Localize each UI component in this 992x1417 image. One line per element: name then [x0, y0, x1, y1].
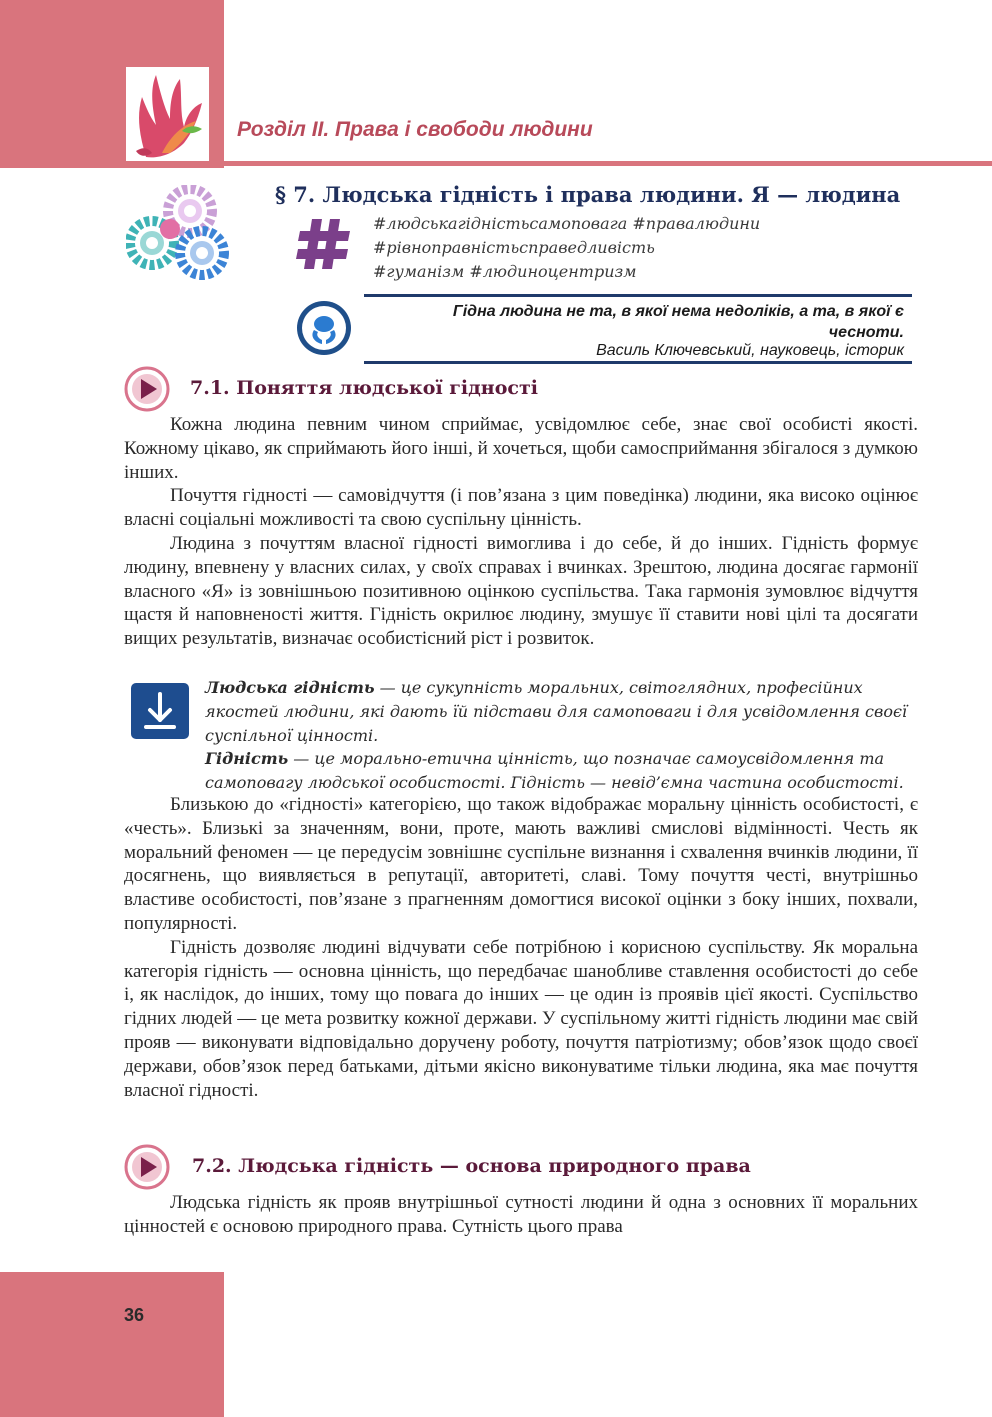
- download-arrow-icon: [130, 682, 190, 740]
- body-paragraph: Близькою до «гідності» категорією, що також відображає моральну цінність особистості, є «честь». Близькі за значенням, вони, проте, мають важливі смислові відмінності. Честь як моральний феномен — це передусім зовнішнє суспільне визнання і схвалення вчинків людини, її досягнень, що виявляється в репутації, авторитеті, славі. Тому почуття честі, внутрішньо властиве особистості, пов’язане з прагненням домогтися високої оцінки з боку інших, похвали, популярності.: [124, 794, 918, 934]
- section-body: [124, 793, 918, 1102]
- definition-term: Людська гідність: [205, 678, 375, 697]
- play-button-icon: [124, 366, 170, 412]
- body-paragraph: Кожна людина певним чином сприймає, усвідомлює себе, знає свої особисті якості. Кожному цікаво, як сприймають його інші, й хочеться, щоби самосприймання збігалося з думкою інших.: [124, 414, 918, 483]
- page-number: 36: [124, 1305, 145, 1325]
- section-title: 7.2. Людська гідність — основа природного права: [192, 1155, 751, 1177]
- body-paragraph: Почуття гідності — самовідчуття (і пов’язана з цим поведінка) людини, яка високо оцінює власні соціальні можливості та свою суспільну цінність.: [124, 485, 918, 531]
- quote-text: Гідна людина не та, в якої нема недоліків, а та, в якої є чесноти.: [452, 303, 904, 341]
- definition-text: — це морально-етична цінність, що позначає самоусвідомлення та самоповагу людської особистості. Гідність — невід’ємна частина особистості.: [205, 749, 904, 793]
- hands-with-bird-logo-icon: [126, 67, 209, 161]
- footer-band: [0, 1272, 224, 1417]
- definition-item: [205, 676, 920, 747]
- quote-author: Василь Ключевський, науковець, історик: [596, 342, 904, 359]
- gears-icon: [126, 185, 230, 285]
- play-button-icon: [124, 1144, 170, 1190]
- body-paragraph: Людина з почуттям власної гідності вимоглива і до себе, й до інших. Гідність формує людину, впевнену у власних силах, у своїх справах і вчинках. Зрештою, людина досягає гармонії власного «Я» із зовнішньою позитивною оцінкою суспільства. Така гармонія зумовлює відчуття щастя й наповненості життя. Гідність окрилює людину, змушує її ставити нові цілі та досягати вищих результатів, визначає особистісний ріст і розвиток.: [124, 532, 918, 650]
- hashtag-line: #гуманізм #людиноцентризм: [373, 262, 637, 281]
- section-body: [124, 1191, 918, 1239]
- hashtag-list: [373, 212, 760, 284]
- section-body: [124, 413, 918, 651]
- definitions: [205, 676, 920, 795]
- header-rule: [224, 161, 992, 166]
- definition-text: — це сукупність моральних, світоглядних, професійних якостей людини, які дають їй підстави для самоповаги і для усвідомлення своєї суспільної цінності.: [205, 678, 908, 745]
- epigraph-quote: [364, 294, 912, 364]
- body-paragraph: Людська гідність як прояв внутрішньої сутності людини й одна з основних її моральних цінностей є основою природного права. Сутність цього права: [124, 1192, 918, 1237]
- brain-in-hands-icon: [296, 300, 352, 356]
- hashtag-icon: [296, 217, 352, 271]
- chapter-title: Розділ ІІ. Права і свободи людини: [237, 118, 593, 141]
- hashtag-line: #рівноправністьсправедливість: [373, 238, 655, 257]
- definition-term: Гідність: [205, 749, 289, 769]
- paragraph-title: § 7. Людська гідність і права людини. Я — людина: [275, 182, 901, 207]
- hashtag-line: #людськагідністьсамоповага #правалюдини: [373, 214, 761, 233]
- definition-item: [205, 747, 920, 795]
- section-title: 7.1. Поняття людської гідності: [190, 377, 538, 399]
- body-paragraph: Гідність дозволяє людині відчувати себе потрібною і корисною суспільству. Як моральна категорія гідність — основна цінність, що передбачає шанобливе ставлення особистості до себе і, як наслідок, до інших, тому що повага до інших — це один із проявів цієї якості. Суспільство гідних людей — це мета розвитку кожної держави. У суспільному житті гідність людини має свій прояв — виконувати відповідально доручену роботу, почуття патріотизму; обов’язок щодо своєї держави, обов’язок перед батьками, дітьми якісно виконуватиме тільки людина, яка має почуття власної гідності.: [124, 936, 918, 1101]
